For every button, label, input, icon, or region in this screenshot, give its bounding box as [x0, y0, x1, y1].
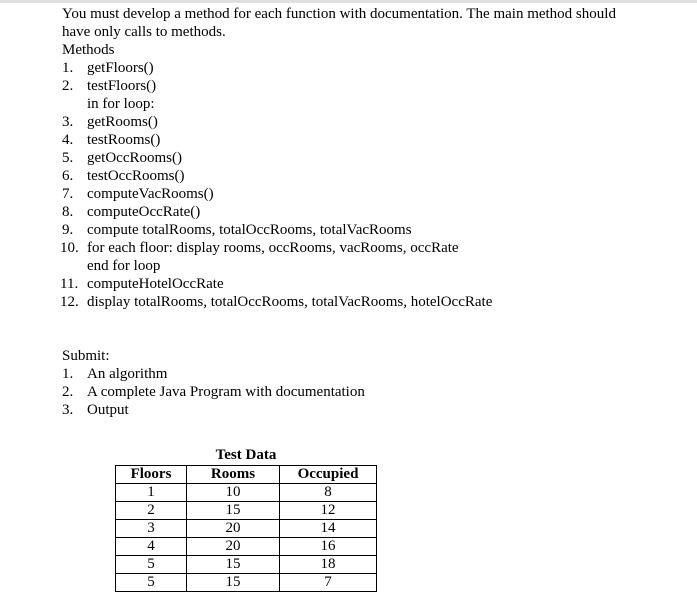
list-text: getOccRooms() [87, 150, 182, 166]
list-item [62, 131, 692, 149]
cell-occupied: 14 [280, 520, 377, 538]
column-header-floors: Floors [116, 466, 187, 484]
table-row [116, 574, 377, 592]
table-row [116, 538, 377, 556]
list-number: 7. [62, 186, 74, 202]
list-text: computeOccRate() [87, 204, 201, 220]
list-text: computeVacRooms() [87, 186, 214, 202]
submit-heading: Submit: [62, 348, 110, 364]
list-item [62, 221, 692, 239]
list-number: 10. [60, 240, 79, 256]
list-text: display totalRooms, totalOccRooms, totalVacRooms, hotelOccRate [87, 294, 493, 310]
submit-list [62, 365, 692, 419]
list-number: 8. [62, 204, 74, 220]
section-spacer [62, 311, 692, 347]
cell-rooms: 15 [187, 556, 280, 574]
list-item [62, 77, 692, 95]
cell-occupied: 16 [280, 538, 377, 556]
list-item [62, 239, 692, 257]
list-number: 5. [62, 150, 74, 166]
list-continuation: in for loop: [87, 96, 155, 112]
cell-floors: 2 [116, 502, 187, 520]
list-text: compute totalRooms, totalOccRooms, totalVacRooms [87, 222, 412, 238]
cell-rooms: 20 [187, 538, 280, 556]
list-text: testRooms() [87, 132, 161, 148]
list-item [62, 167, 692, 185]
list-text: testOccRooms() [87, 168, 185, 184]
cell-floors: 1 [116, 484, 187, 502]
list-number: 2. [62, 384, 74, 400]
list-number: 9. [62, 222, 74, 238]
cell-floors: 4 [116, 538, 187, 556]
list-item [62, 401, 692, 419]
document-body [62, 5, 692, 419]
list-number: 11. [60, 276, 79, 292]
page-top-rule [0, 0, 697, 3]
list-item [62, 113, 692, 131]
list-item [62, 203, 692, 221]
list-number: 1. [62, 366, 74, 382]
list-text: for each floor: display rooms, occRooms, vacRooms, occRate [87, 240, 459, 256]
list-text: computeHotelOccRate [87, 276, 224, 292]
list-continuation: end for loop [87, 258, 161, 274]
table-header-row [116, 466, 377, 484]
cell-occupied: 18 [280, 556, 377, 574]
list-item [62, 293, 692, 311]
list-text: getRooms() [87, 114, 158, 130]
cell-floors: 3 [116, 520, 187, 538]
list-number: 1. [62, 60, 74, 76]
test-data-table-wrap [115, 446, 377, 592]
intro-line-2: have only calls to methods. [62, 24, 226, 40]
list-item [62, 59, 692, 77]
intro-line-1: You must develop a method for each function with documentation. The main method should [62, 6, 616, 22]
list-item [62, 149, 692, 167]
cell-rooms: 20 [187, 520, 280, 538]
cell-rooms: 15 [187, 574, 280, 592]
list-text: An algorithm [87, 366, 168, 382]
cell-occupied: 7 [280, 574, 377, 592]
list-number: 12. [60, 294, 79, 310]
cell-occupied: 8 [280, 484, 377, 502]
list-number: 3. [62, 402, 74, 418]
cell-occupied: 12 [280, 502, 377, 520]
cell-floors: 5 [116, 556, 187, 574]
list-number: 6. [62, 168, 74, 184]
list-number: 3. [62, 114, 74, 130]
test-data-caption: Test Data [215, 447, 277, 463]
cell-rooms: 15 [187, 502, 280, 520]
list-number: 2. [62, 78, 74, 94]
table-row [116, 502, 377, 520]
list-text: A complete Java Program with documentation [87, 384, 365, 400]
column-header-occupied: Occupied [280, 466, 377, 484]
list-item [62, 365, 692, 383]
test-data-table [115, 465, 377, 592]
column-header-rooms: Rooms [187, 466, 280, 484]
list-number: 4. [62, 132, 74, 148]
list-text: Output [87, 402, 129, 418]
methods-heading: Methods [62, 42, 115, 58]
cell-floors: 5 [116, 574, 187, 592]
list-item [62, 185, 692, 203]
list-text: testFloors() [87, 78, 157, 94]
table-row [116, 556, 377, 574]
list-text: getFloors() [87, 60, 154, 76]
list-item [62, 275, 692, 293]
cell-rooms: 10 [187, 484, 280, 502]
list-item [62, 383, 692, 401]
table-row [116, 520, 377, 538]
methods-list [62, 59, 692, 311]
table-row [116, 484, 377, 502]
